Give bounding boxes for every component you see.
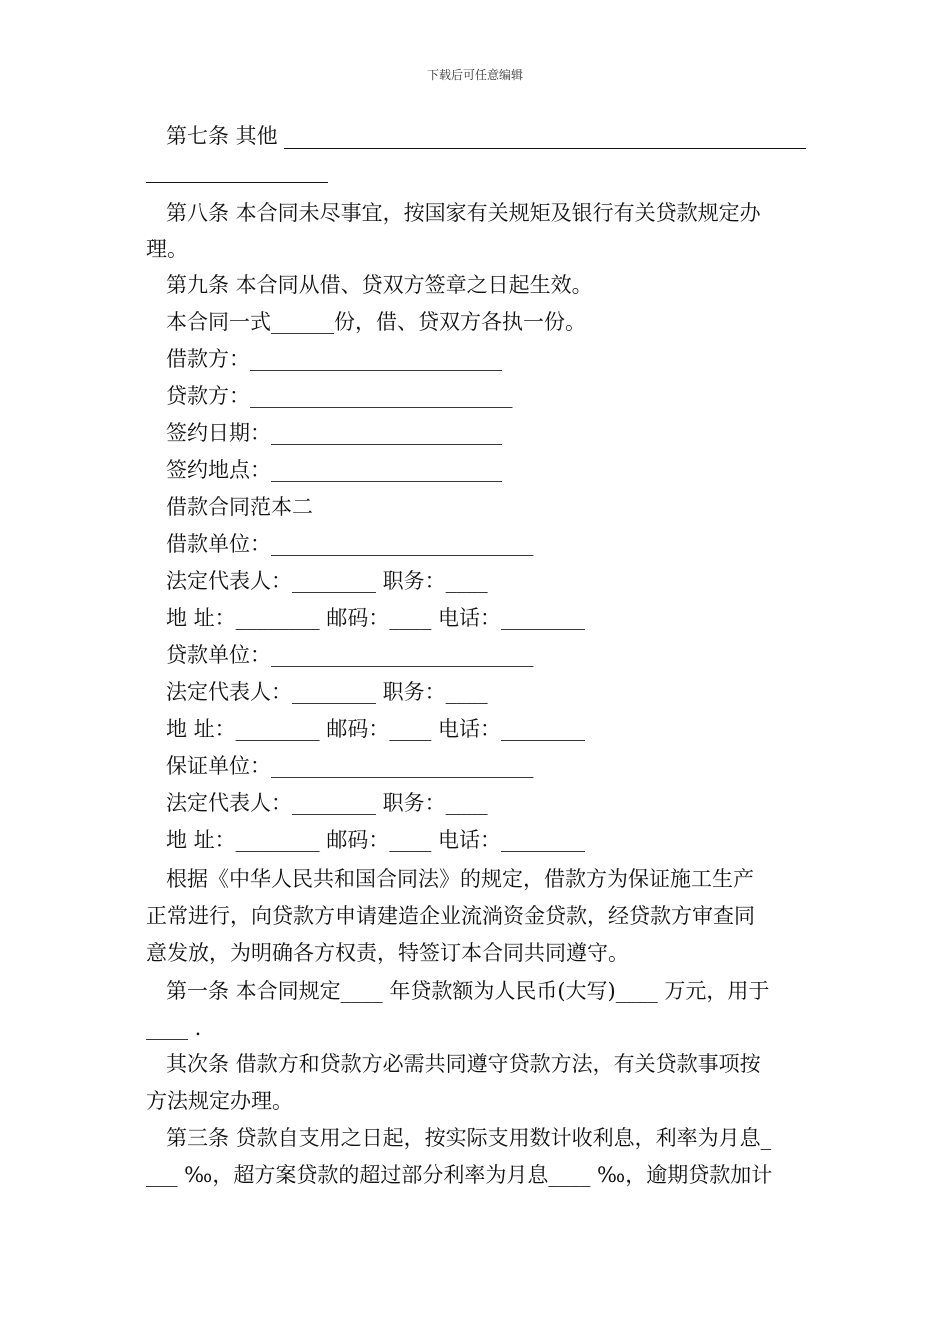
article-7-rule-1 [284,148,806,149]
article-9-text: 第九条 本合同从借、贷双方签章之日起生效。 [166,273,593,297]
sign-date-field: 签约日期：______________________ [166,421,502,445]
guarantor-rep-field: 法定代表人：________ 职务：____ [166,791,488,815]
article-3-line-1: 第三条 贷款自支用之日起，按实际支用数计收利息，利率为月息_ [166,1126,772,1150]
copies-text: 本合同一式______份，借、贷双方各执一份。 [166,310,586,334]
article-2-line-2: 方法规定办理。 [146,1089,293,1113]
lender-rep-field: 法定代表人：________ 职务：____ [166,680,488,704]
borrower-rep-field: 法定代表人：________ 职务：____ [166,569,488,593]
lender-field: 贷款方：_________________________ [166,384,513,408]
article-1-line-1: 第一条 本合同规定____ 年贷款额为人民币(大写)____ 万元，用于 [166,979,770,1003]
sign-place-field: 签约地点：______________________ [166,458,502,482]
article-2-line-1: 其次条 借款方和贷款方必需共同遵守贷款方法，有关贷款事项按 [166,1052,761,1076]
article-1-line-2: ____ . [146,1016,202,1040]
lender-unit-field: 贷款单位：_________________________ [166,643,534,667]
preamble-line-2: 正常进行，向贷款方申请建造企业流淌资金贷款，经贷款方审查同 [146,904,755,928]
article-8-line-2: 理。 [146,237,188,261]
article-3-line-2: ___ ‰，超方案贷款的超过部分利率为月息____ ‰，逾期贷款加计 [146,1163,773,1187]
page-header-note: 下载后可任意编辑 [426,68,523,82]
borrower-field: 借款方：________________________ [166,347,502,371]
article-8-line-1: 第八条 本合同未尽事宜，按国家有关规矩及银行有关贷款规定办 [166,201,761,225]
borrower-address-field: 地 址：________ 邮码：____ 电话：________ [166,606,586,630]
article-7-rule-2 [146,182,328,183]
lender-address-field: 地 址：________ 邮码：____ 电话：________ [166,717,586,741]
borrower-unit-field: 借款单位：_________________________ [166,532,534,556]
guarantor-unit-field: 保证单位：_________________________ [166,754,534,778]
guarantor-address-field: 地 址：________ 邮码：____ 电话：________ [166,828,586,852]
preamble-line-1: 根据《中华人民共和国合同法》的规定，借款方为保证施工生产 [166,867,754,891]
section-title: 借款合同范本二 [166,495,313,519]
article-7-text: 第七条 其他 [166,124,278,148]
preamble-line-3: 意发放，为明确各方权责，特签订本合同共同遵守。 [146,941,629,965]
